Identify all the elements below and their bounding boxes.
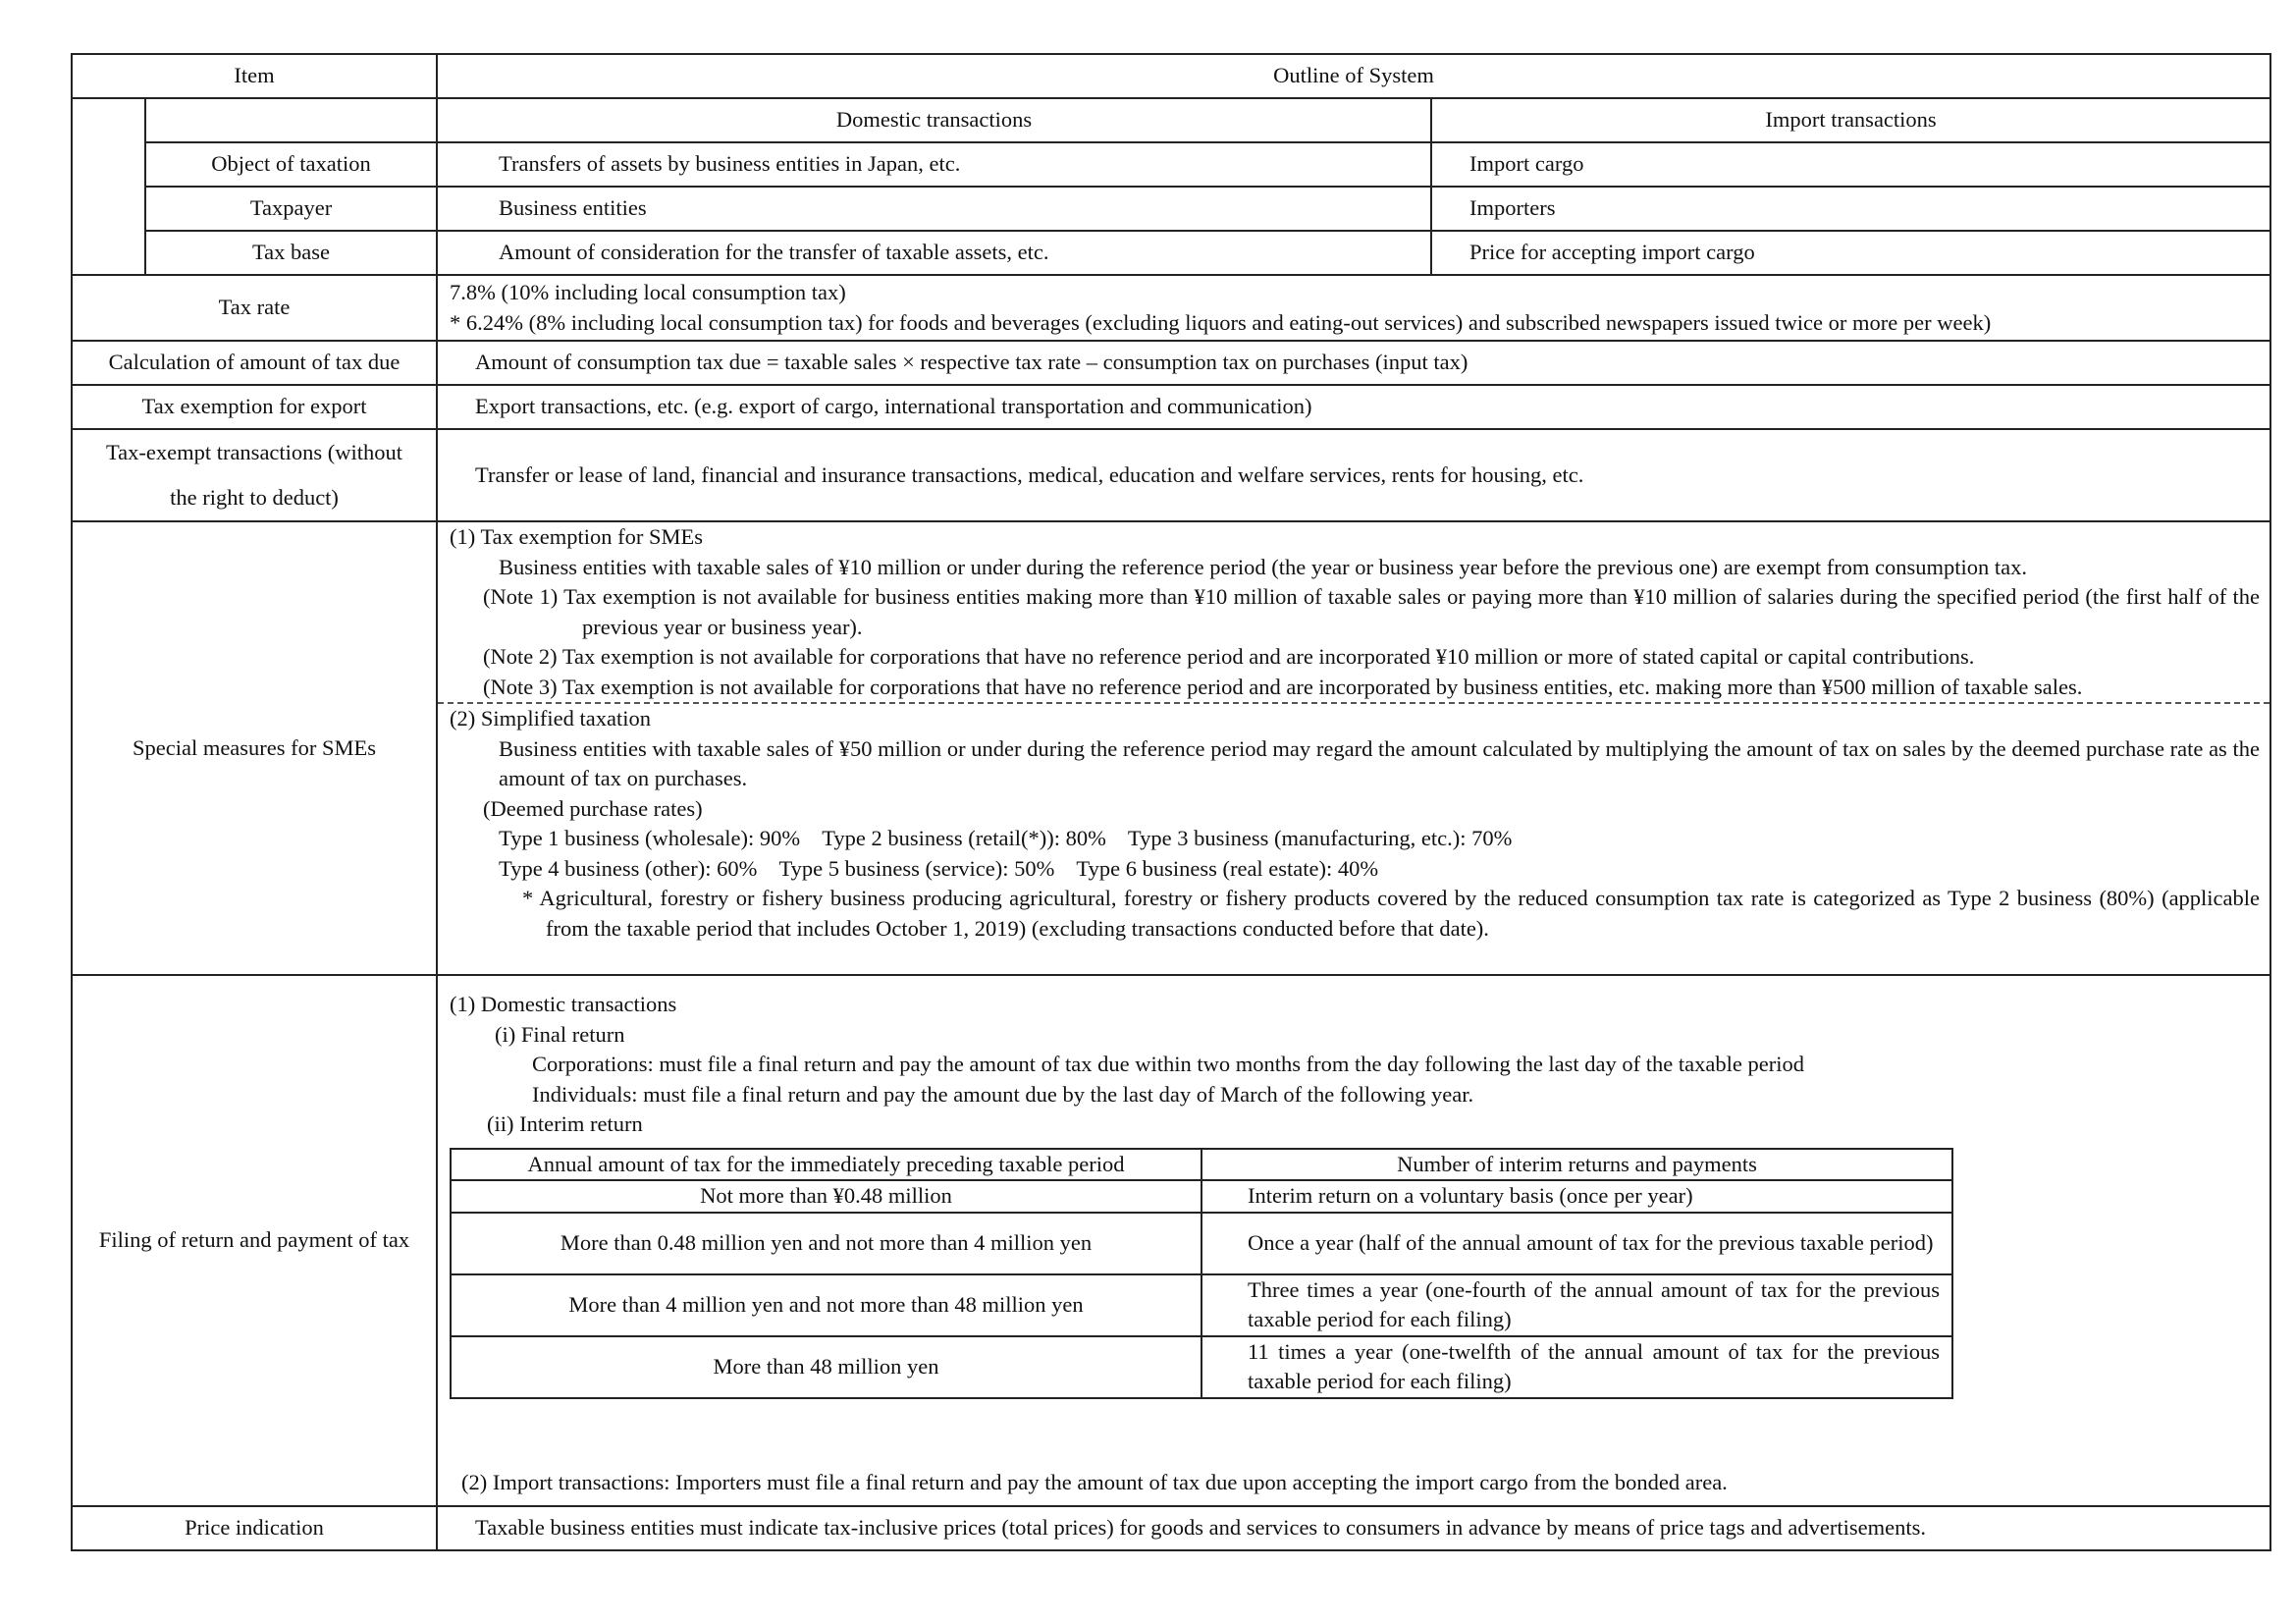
price-indication-text: Taxable business entities must indicate tax-inclusive prices (total prices) for goods and services to consumers in advance by means of price tags and advertisements. [437, 1506, 2270, 1550]
item-header: Item [72, 54, 437, 98]
object-of-taxation-import: Import cargo [1431, 142, 2270, 187]
calculation-text: Amount of consumption tax due = taxable sales × respective tax rate – consumption tax on purchases (input tax) [437, 341, 2270, 385]
outline-header: Outline of System [437, 54, 2270, 98]
sme-p1-text: Business entities with taxable sales of ¥10 million or under during the reference period (the year or business year before the previous one) are exempt from consumption tax. [499, 554, 2028, 579]
final-return-title: (i) Final return [495, 1021, 625, 1047]
interim-number-cell: Once a year (half of the annual amount of tax for the previous taxable period) [1201, 1213, 1952, 1274]
final-return-corporations: Corporations: must file a final return and pay the amount of tax due within two months from the day following the last day of the taxable period [532, 1052, 1804, 1076]
export-label: Tax exemption for export [72, 385, 437, 429]
final-return-individuals: Individuals: must file a final return and pay the amount due by the last day of March of the following year. [532, 1081, 1474, 1107]
tax-exempt-text: Transfer or lease of land, financial and insurance transactions, medical, education and welfare services, rents for housing, etc. [437, 429, 2270, 521]
interim-amount-cell: More than 0.48 million yen and not more than 4 million yen [451, 1213, 1201, 1274]
filing-row [72, 975, 2270, 1506]
filing-content [437, 975, 2270, 1506]
tax-rate-line2: * 6.24% (8% including local consumption tax) for foods and beverages (excluding liquors and eating-out services) and subscribed newspapers issued twice or more per week) [450, 309, 1992, 335]
tax-rate-line1: 7.8% (10% including local consumption tax) [450, 280, 846, 304]
tax-exempt-label-line1: Tax-exempt transactions (without [105, 440, 403, 464]
blank-indent-cell [72, 98, 145, 275]
sme-rates-line1: Type 1 business (wholesale): 90% Type 2 business (retail(*)): 80% Type 3 business (manufacturing, etc.): 70% [499, 826, 1513, 850]
interim-number-cell: Interim return on a voluntary basis (once per year) [1201, 1180, 1952, 1213]
table-row [72, 142, 2270, 187]
table-row [72, 187, 2270, 231]
interim-return-table [450, 1148, 1953, 1399]
sme-note1: (Note 1) Tax exemption is not available for business entities making more than ¥10 million of taxable sales or paying more than ¥10 million of salaries during the specified period (the first half of the previous year or business year). [483, 584, 2261, 639]
tax-base-label: Tax base [145, 231, 437, 275]
blank-label-cell [145, 98, 437, 142]
sme-note3: (Note 3) Tax exemption is not available for corporations that have no reference period and are incorporated by business entities, etc. making more than ¥500 million of taxable sales. [483, 674, 2083, 699]
table-row [451, 1180, 1952, 1213]
sme-rates-note: * Agricultural, forestry or fishery business producing agricultural, forestry or fishery products covered by the reduced consumption tax rate is categorized as Type 2 business (80%) (applicable from the taxable period that includes October 1, 2019) (excluding transactions conducted before that date). [522, 886, 2261, 941]
sme-content [437, 521, 2270, 975]
filing-domestic-title: (1) Domestic transactions [450, 992, 677, 1016]
taxpayer-import: Importers [1431, 187, 2270, 231]
taxpayer-domestic: Business entities [437, 187, 1431, 231]
interim-number-cell: 11 times a year (one-twelfth of the annual amount of tax for the previous taxable period for each filing) [1201, 1336, 1952, 1398]
import-column-header: Import transactions [1431, 98, 2270, 142]
sme-note2: (Note 2) Tax exemption is not available for corporations that have no reference period and are incorporated ¥10 million or more of stated capital or capital contributions. [483, 644, 1975, 669]
interim-number-cell: Three times a year (one-fourth of the annual amount of tax for the previous taxable period for each filing) [1201, 1274, 1952, 1336]
interim-amount-cell: Not more than ¥0.48 million [451, 1180, 1201, 1213]
table-row [451, 1274, 1952, 1336]
interim-amount-cell: More than 4 million yen and not more than 48 million yen [451, 1274, 1201, 1336]
price-indication-label: Price indication [72, 1506, 437, 1550]
filing-import-text: (2) Import transactions: Importers must file a final return and pay the amount of tax due upon accepting the import cargo from the bonded area. [461, 1469, 1728, 1494]
sme-label: Special measures for SMEs [72, 521, 437, 975]
interim-header-amount: Annual amount of tax for the immediately preceding taxable period [451, 1149, 1201, 1181]
sme-p2-text: Business entities with taxable sales of ¥50 million or under during the reference period may regard the amount calculated by multiplying the amount of tax on sales by the deemed purchase rate as the amount of tax on purchases. [499, 735, 2261, 790]
sme-row [72, 521, 2270, 975]
sme-rates-title: (Deemed purchase rates) [483, 795, 703, 821]
tax-rate-label: Tax rate [72, 275, 437, 341]
tax-rate-row [72, 275, 2270, 341]
table-row [451, 1336, 1952, 1398]
table-row [451, 1213, 1952, 1274]
table-row [72, 231, 2270, 275]
interim-header-number: Number of interim returns and payments [1201, 1149, 1952, 1181]
interim-header-row [451, 1149, 1952, 1181]
interim-return-title: (ii) Interim return [487, 1111, 643, 1136]
tax-base-import: Price for accepting import cargo [1431, 231, 2270, 275]
tax-exempt-label [72, 429, 437, 521]
filing-label: Filing of return and payment of tax [72, 975, 437, 1506]
tax-exempt-label-line2: the right to deduct) [170, 485, 339, 510]
object-of-taxation-label: Object of taxation [145, 142, 437, 187]
calculation-row [72, 341, 2270, 385]
export-text: Export transactions, etc. (e.g. export of cargo, international transportation and communication) [437, 385, 2270, 429]
export-row [72, 385, 2270, 429]
price-indication-row [72, 1506, 2270, 1550]
tax-rate-content [437, 275, 2270, 341]
sme-rates-line2: Type 4 business (other): 60% Type 5 business (service): 50% Type 6 business (real estate): 40% [499, 855, 1379, 881]
column-header-row [72, 98, 2270, 142]
header-row [72, 54, 2270, 98]
interim-amount-cell: More than 48 million yen [451, 1336, 1201, 1398]
tax-exempt-row [72, 429, 2270, 521]
domestic-column-header: Domestic transactions [437, 98, 1431, 142]
outline-table [71, 53, 2271, 1551]
object-of-taxation-domestic: Transfers of assets by business entities in Japan, etc. [437, 142, 1431, 187]
sme-p2-title: (2) Simplified taxation [450, 706, 651, 731]
taxpayer-label: Taxpayer [145, 187, 437, 231]
tax-base-domestic: Amount of consideration for the transfer of taxable assets, etc. [437, 231, 1431, 275]
calculation-label: Calculation of amount of tax due [72, 341, 437, 385]
sme-p1-title: (1) Tax exemption for SMEs [450, 524, 703, 549]
consumption-tax-outline-page [71, 53, 2269, 1551]
